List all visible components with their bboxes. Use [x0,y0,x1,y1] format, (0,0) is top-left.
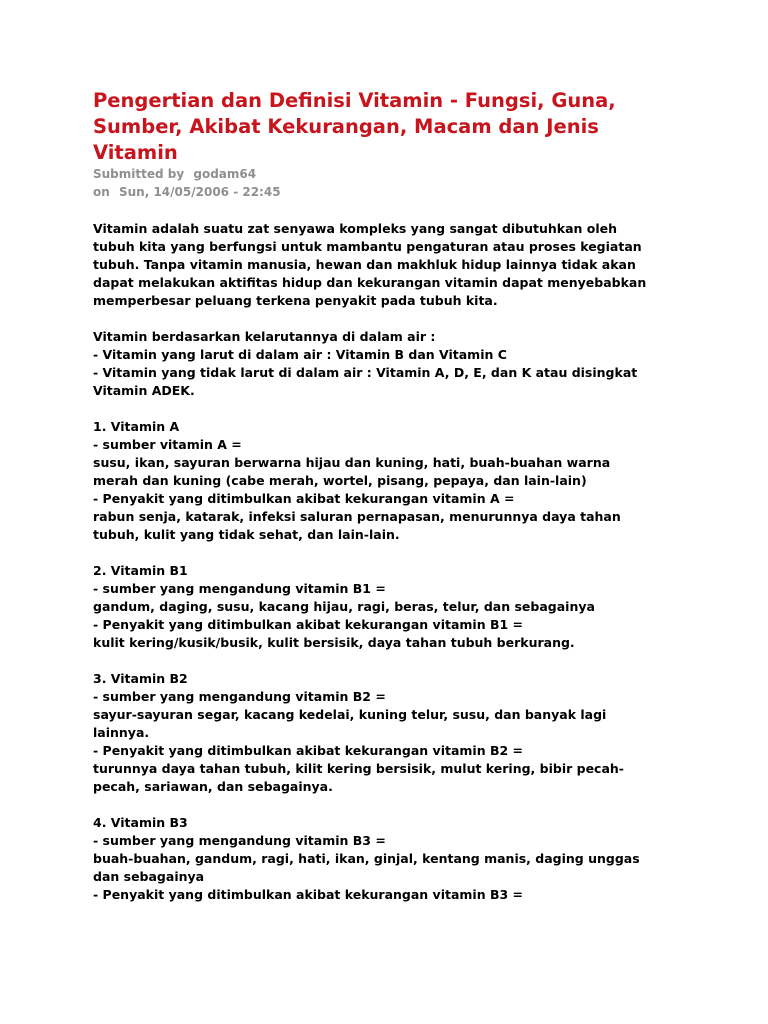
title-line: Pengertian dan Definisi Vitamin - Fungsi, Guna, [93,89,616,112]
paragraph-line: Vitamin ADEK. [93,383,195,398]
paragraph-line: pecah, sariawan, dan sebagainya. [93,779,333,794]
paragraph-line: merah dan kuning (cabe merah, wortel, pisang, pepaya, dan lain-lain) [93,473,587,488]
paragraph-line: sayur-sayuran segar, kacang kedelai, kuning telur, susu, dan banyak lagi [93,707,607,722]
submitted-label: Submitted by [93,167,185,181]
submitted-date: Sun, 14/05/2006 - 22:45 [118,185,281,199]
paragraph-line: tubuh kita yang berfungsi untuk mambantu pengaturan atau proses kegiatan [93,239,642,254]
on-label: on [93,185,110,199]
paragraph-line: tubuh. Tanpa vitamin manusia, hewan dan makhluk hidup lainnya tidak akan [93,257,636,272]
article-title [93,88,713,166]
paragraph [93,562,683,652]
title-line: Sumber, Akibat Kekurangan, Macam dan Jenis [93,115,599,138]
paragraph-line: gandum, daging, susu, kacang hijau, ragi, beras, telur, dan sebagainya [93,599,595,614]
article-body [93,220,683,922]
paragraph-line: kulit kering/kusik/busik, kulit bersisik, daya tahan tubuh berkurang. [93,635,575,650]
paragraph-line: dan sebagainya [93,869,205,884]
paragraph-line: - Vitamin yang tidak larut di dalam air : Vitamin A, D, E, dan K atau disingkat [93,365,638,380]
author-name: godam64 [193,167,257,181]
paragraph-line: - sumber yang mengandung vitamin B1 = [93,581,386,596]
paragraph-line: 4. Vitamin B3 [93,815,188,830]
paragraph-line: 2. Vitamin B1 [93,563,188,578]
submitted-date-line [93,184,693,200]
paragraph-line: - Vitamin yang larut di dalam air : Vitamin B dan Vitamin C [93,347,507,362]
paragraph-line: buah-buahan, gandum, ragi, hati, ikan, ginjal, kentang manis, daging unggas [93,851,640,866]
paragraph [93,328,683,400]
paragraph [93,418,683,544]
paragraph-line: lainnya. [93,725,150,740]
paragraph-line: - sumber yang mengandung vitamin B3 = [93,833,386,848]
paragraph-line: Vitamin adalah suatu zat senyawa kompleks yang sangat dibutuhkan oleh [93,221,618,236]
title-line: Vitamin [93,141,178,164]
paragraph-line: - Penyakit yang ditimbulkan akibat kekurangan vitamin B3 = [93,887,524,902]
paragraph-line: 1. Vitamin A [93,419,180,434]
paragraph-line: turunnya daya tahan tubuh, kilit kering bersisik, mulut kering, bibir pecah- [93,761,624,776]
paragraph-line: - sumber vitamin A = [93,437,242,452]
paragraph-line: memperbesar peluang terkena penyakit pada tubuh kita. [93,293,498,308]
paragraph [93,670,683,796]
paragraph-line: Vitamin berdasarkan kelarutannya di dalam air : [93,329,436,344]
paragraph-line: - sumber yang mengandung vitamin B2 = [93,689,386,704]
paragraph-line: tubuh, kulit yang tidak sehat, dan lain-lain. [93,527,400,542]
paragraph [93,220,683,310]
paragraph-line: rabun senja, katarak, infeksi saluran pernapasan, menurunnya daya tahan [93,509,621,524]
paragraph-line: - Penyakit yang ditimbulkan akibat kekurangan vitamin A = [93,491,515,506]
paragraph-line: dapat melakukan aktifitas hidup dan kekurangan vitamin dapat menyebabkan [93,275,647,290]
paragraph-line: susu, ikan, sayuran berwarna hijau dan kuning, hati, buah-buahan warna [93,455,611,470]
submitted-by-line [93,166,693,182]
paragraph [93,814,683,904]
paragraph-line: - Penyakit yang ditimbulkan akibat kekurangan vitamin B2 = [93,743,524,758]
paragraph-line: - Penyakit yang ditimbulkan akibat kekurangan vitamin B1 = [93,617,524,632]
paragraph-line: 3. Vitamin B2 [93,671,188,686]
